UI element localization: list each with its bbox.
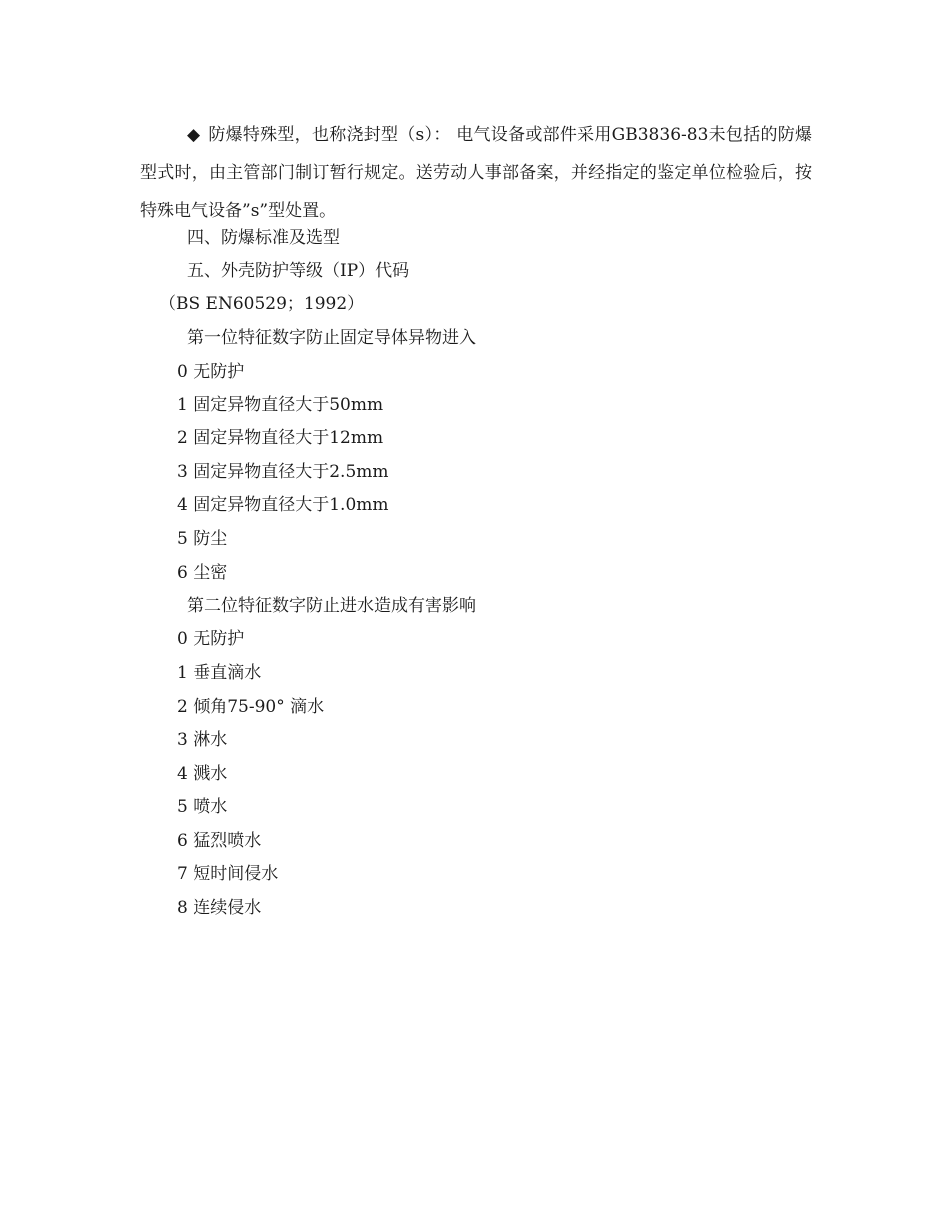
list-item: 6 猛烈喷水 [177,831,262,851]
intro-paragraph [140,116,812,230]
list-item: 5 喷水 [177,797,228,817]
list-item: 5 防尘 [177,529,228,549]
list-item: 4 溅水 [177,764,228,784]
list-item: 2 倾角75-90° 滴水 [177,697,325,717]
list-item: 0 无防护 [177,362,245,382]
first-digit-heading: 第一位特征数字防止固定导体异物进入 [187,328,476,348]
list-item: 1 垂直滴水 [177,663,262,683]
list-item: 6 尘密 [177,563,228,583]
second-digit-heading: 第二位特征数字防止进水造成有害影响 [187,596,476,616]
list-item: 3 淋水 [177,730,228,750]
section4-heading: 四、防爆标准及选型 [187,228,340,248]
list-item: 2 固定异物直径大于12mm [177,428,384,448]
list-item: 8 连续侵水 [177,898,262,918]
list-item: 7 短时间侵水 [177,864,279,884]
list-item: 1 固定异物直径大于50mm [177,395,384,415]
standard-reference: （BS EN60529；1992） [159,294,365,314]
diamond-bullet-icon: ◆ [187,125,201,145]
intro-paragraph-text: 防爆特殊型，也称浇封型（s）： 电气设备或部件采用GB3836-83未包括的防爆型式时，由主管部门制订暂行规定。送劳动人事部备案，并经指定的鉴定单位检验后，按特殊电气设备”s”型处置。 [140,125,812,221]
list-item: 0 无防护 [177,629,245,649]
section5-heading: 五、外壳防护等级（IP）代码 [187,261,410,281]
list-item: 4 固定异物直径大于1.0mm [177,495,389,515]
list-item: 3 固定异物直径大于2.5mm [177,462,389,482]
